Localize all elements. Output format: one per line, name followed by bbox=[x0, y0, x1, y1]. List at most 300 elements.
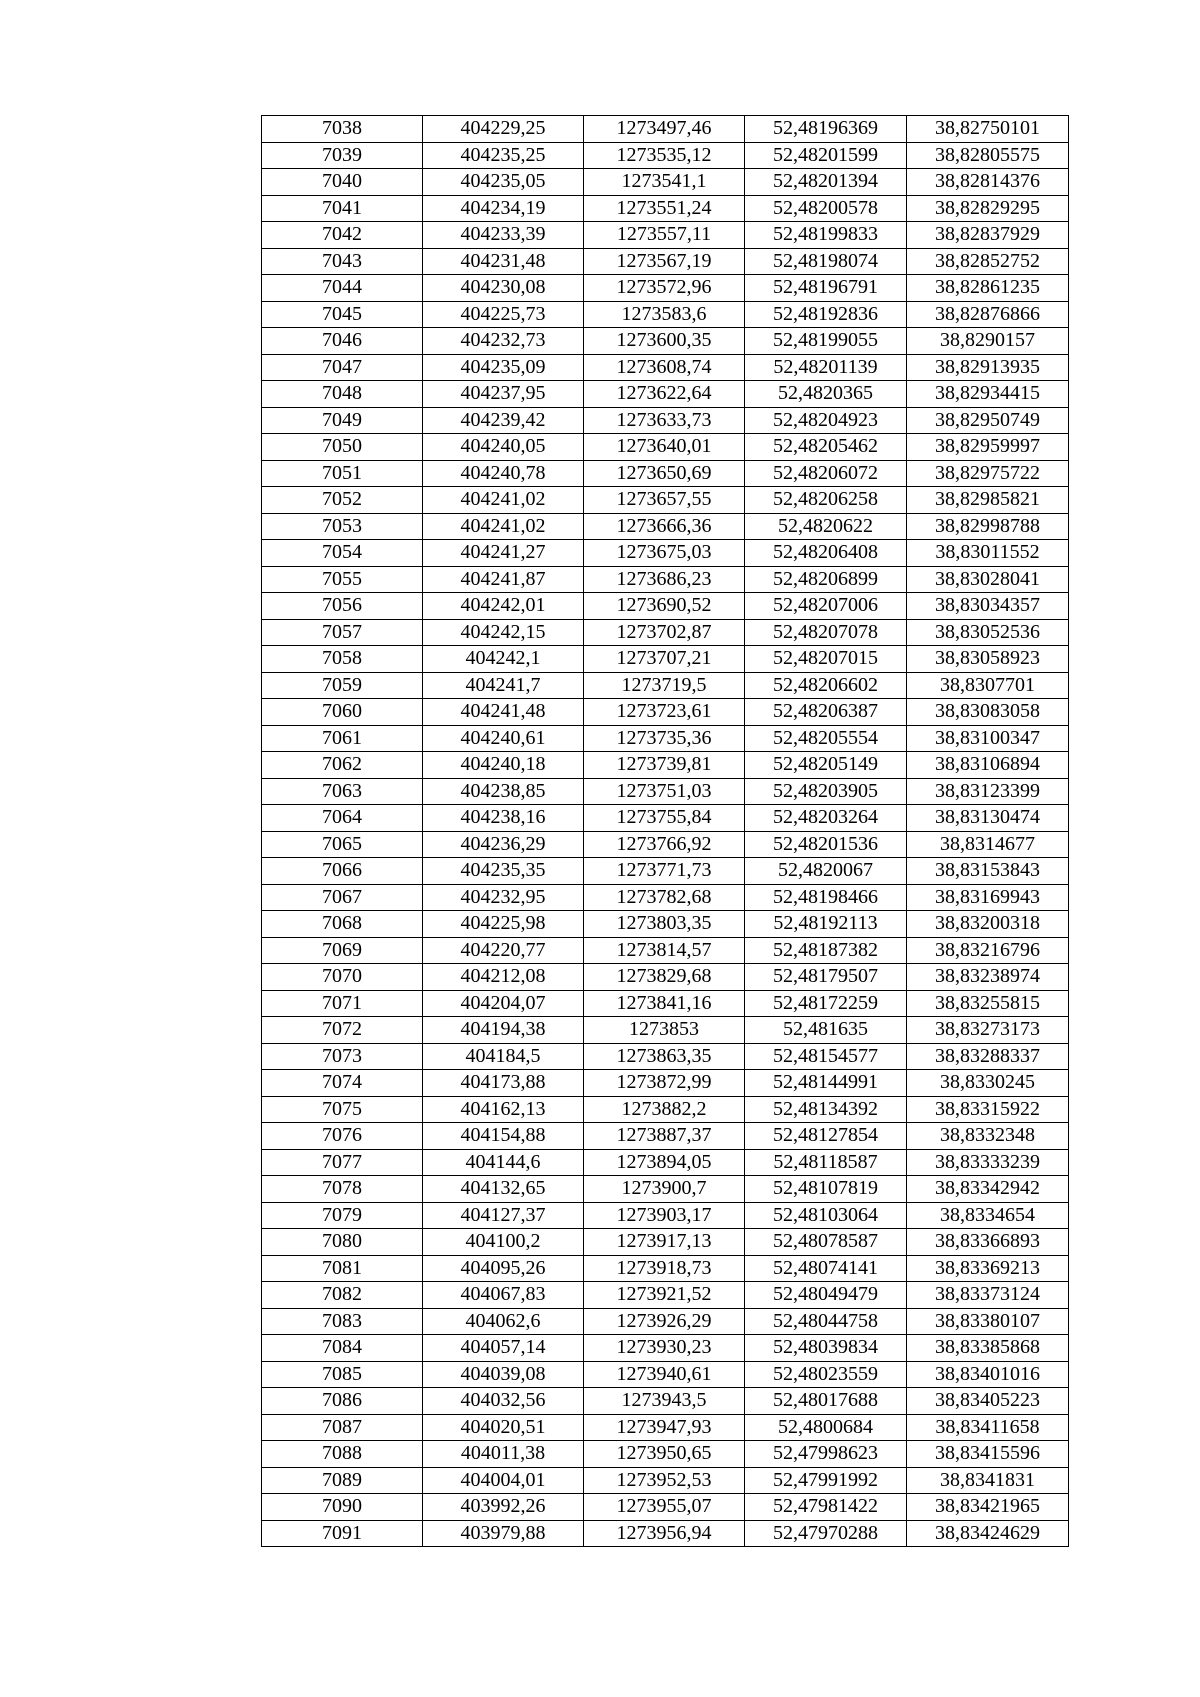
x-coordinate-cell: 404173,88 bbox=[423, 1070, 584, 1097]
longitude-cell: 38,83011552 bbox=[907, 540, 1069, 567]
longitude-cell: 38,82934415 bbox=[907, 381, 1069, 408]
latitude-cell: 52,48205149 bbox=[745, 752, 907, 779]
table-row bbox=[262, 911, 1069, 938]
longitude-cell: 38,82876866 bbox=[907, 301, 1069, 328]
longitude-cell: 38,8332348 bbox=[907, 1123, 1069, 1150]
x-coordinate-cell: 404237,95 bbox=[423, 381, 584, 408]
latitude-cell: 52,48206072 bbox=[745, 460, 907, 487]
latitude-cell: 52,48201139 bbox=[745, 354, 907, 381]
longitude-cell: 38,82750101 bbox=[907, 116, 1069, 143]
table-row bbox=[262, 699, 1069, 726]
y-coordinate-cell: 1273872,99 bbox=[584, 1070, 745, 1097]
x-coordinate-cell: 404241,87 bbox=[423, 566, 584, 593]
x-coordinate-cell: 404241,7 bbox=[423, 672, 584, 699]
point-number-cell: 7075 bbox=[262, 1096, 423, 1123]
longitude-cell: 38,83100347 bbox=[907, 725, 1069, 752]
latitude-cell: 52,48039834 bbox=[745, 1335, 907, 1362]
longitude-cell: 38,82852752 bbox=[907, 248, 1069, 275]
y-coordinate-cell: 1273739,81 bbox=[584, 752, 745, 779]
point-number-cell: 7066 bbox=[262, 858, 423, 885]
latitude-cell: 52,48205462 bbox=[745, 434, 907, 461]
x-coordinate-cell: 404194,38 bbox=[423, 1017, 584, 1044]
latitude-cell: 52,4800684 bbox=[745, 1414, 907, 1441]
x-coordinate-cell: 404225,73 bbox=[423, 301, 584, 328]
latitude-cell: 52,48127854 bbox=[745, 1123, 907, 1150]
y-coordinate-cell: 1273926,29 bbox=[584, 1308, 745, 1335]
table-row bbox=[262, 434, 1069, 461]
longitude-cell: 38,82861235 bbox=[907, 275, 1069, 302]
longitude-cell: 38,83333239 bbox=[907, 1149, 1069, 1176]
table-row bbox=[262, 116, 1069, 143]
point-number-cell: 7087 bbox=[262, 1414, 423, 1441]
table-row bbox=[262, 1308, 1069, 1335]
latitude-cell: 52,48049479 bbox=[745, 1282, 907, 1309]
latitude-cell: 52,48198074 bbox=[745, 248, 907, 275]
latitude-cell: 52,48206602 bbox=[745, 672, 907, 699]
latitude-cell: 52,4820067 bbox=[745, 858, 907, 885]
longitude-cell: 38,8314677 bbox=[907, 831, 1069, 858]
latitude-cell: 52,48206408 bbox=[745, 540, 907, 567]
latitude-cell: 52,48207078 bbox=[745, 619, 907, 646]
point-number-cell: 7052 bbox=[262, 487, 423, 514]
longitude-cell: 38,83169943 bbox=[907, 884, 1069, 911]
x-coordinate-cell: 404020,51 bbox=[423, 1414, 584, 1441]
latitude-cell: 52,48200578 bbox=[745, 195, 907, 222]
longitude-cell: 38,83130474 bbox=[907, 805, 1069, 832]
y-coordinate-cell: 1273918,73 bbox=[584, 1255, 745, 1282]
longitude-cell: 38,82805575 bbox=[907, 142, 1069, 169]
y-coordinate-cell: 1273853 bbox=[584, 1017, 745, 1044]
x-coordinate-cell: 403979,88 bbox=[423, 1520, 584, 1547]
point-number-cell: 7086 bbox=[262, 1388, 423, 1415]
point-number-cell: 7048 bbox=[262, 381, 423, 408]
longitude-cell: 38,82975722 bbox=[907, 460, 1069, 487]
latitude-cell: 52,48207006 bbox=[745, 593, 907, 620]
y-coordinate-cell: 1273863,35 bbox=[584, 1043, 745, 1070]
table-row bbox=[262, 1070, 1069, 1097]
table-row bbox=[262, 540, 1069, 567]
y-coordinate-cell: 1273766,92 bbox=[584, 831, 745, 858]
x-coordinate-cell: 404212,08 bbox=[423, 964, 584, 991]
longitude-cell: 38,83411658 bbox=[907, 1414, 1069, 1441]
point-number-cell: 7038 bbox=[262, 116, 423, 143]
longitude-cell: 38,83255815 bbox=[907, 990, 1069, 1017]
latitude-cell: 52,48206258 bbox=[745, 487, 907, 514]
point-number-cell: 7074 bbox=[262, 1070, 423, 1097]
longitude-cell: 38,83380107 bbox=[907, 1308, 1069, 1335]
latitude-cell: 52,48201394 bbox=[745, 169, 907, 196]
point-number-cell: 7041 bbox=[262, 195, 423, 222]
table-row bbox=[262, 858, 1069, 885]
x-coordinate-cell: 404240,61 bbox=[423, 725, 584, 752]
y-coordinate-cell: 1273900,7 bbox=[584, 1176, 745, 1203]
latitude-cell: 52,48078587 bbox=[745, 1229, 907, 1256]
longitude-cell: 38,82829295 bbox=[907, 195, 1069, 222]
y-coordinate-cell: 1273829,68 bbox=[584, 964, 745, 991]
latitude-cell: 52,48206899 bbox=[745, 566, 907, 593]
latitude-cell: 52,48179507 bbox=[745, 964, 907, 991]
latitude-cell: 52,48206387 bbox=[745, 699, 907, 726]
latitude-cell: 52,48196791 bbox=[745, 275, 907, 302]
latitude-cell: 52,47991992 bbox=[745, 1467, 907, 1494]
y-coordinate-cell: 1273650,69 bbox=[584, 460, 745, 487]
longitude-cell: 38,83373124 bbox=[907, 1282, 1069, 1309]
point-number-cell: 7082 bbox=[262, 1282, 423, 1309]
y-coordinate-cell: 1273751,03 bbox=[584, 778, 745, 805]
table-body bbox=[262, 116, 1069, 1547]
y-coordinate-cell: 1273887,37 bbox=[584, 1123, 745, 1150]
longitude-cell: 38,83421965 bbox=[907, 1494, 1069, 1521]
longitude-cell: 38,82837929 bbox=[907, 222, 1069, 249]
y-coordinate-cell: 1273557,11 bbox=[584, 222, 745, 249]
point-number-cell: 7042 bbox=[262, 222, 423, 249]
x-coordinate-cell: 404162,13 bbox=[423, 1096, 584, 1123]
longitude-cell: 38,83238974 bbox=[907, 964, 1069, 991]
table-row bbox=[262, 1176, 1069, 1203]
x-coordinate-cell: 404095,26 bbox=[423, 1255, 584, 1282]
x-coordinate-cell: 404241,27 bbox=[423, 540, 584, 567]
table-row bbox=[262, 619, 1069, 646]
table-row bbox=[262, 752, 1069, 779]
table-row bbox=[262, 1494, 1069, 1521]
x-coordinate-cell: 404241,48 bbox=[423, 699, 584, 726]
y-coordinate-cell: 1273955,07 bbox=[584, 1494, 745, 1521]
y-coordinate-cell: 1273690,52 bbox=[584, 593, 745, 620]
longitude-cell: 38,83405223 bbox=[907, 1388, 1069, 1415]
x-coordinate-cell: 404220,77 bbox=[423, 937, 584, 964]
y-coordinate-cell: 1273917,13 bbox=[584, 1229, 745, 1256]
y-coordinate-cell: 1273675,03 bbox=[584, 540, 745, 567]
point-number-cell: 7049 bbox=[262, 407, 423, 434]
point-number-cell: 7073 bbox=[262, 1043, 423, 1070]
y-coordinate-cell: 1273497,46 bbox=[584, 116, 745, 143]
point-number-cell: 7068 bbox=[262, 911, 423, 938]
table-row bbox=[262, 566, 1069, 593]
table-row bbox=[262, 142, 1069, 169]
longitude-cell: 38,82998788 bbox=[907, 513, 1069, 540]
table-row bbox=[262, 1441, 1069, 1468]
x-coordinate-cell: 404241,02 bbox=[423, 487, 584, 514]
table-row bbox=[262, 513, 1069, 540]
point-number-cell: 7072 bbox=[262, 1017, 423, 1044]
x-coordinate-cell: 404235,35 bbox=[423, 858, 584, 885]
table-row bbox=[262, 301, 1069, 328]
y-coordinate-cell: 1273686,23 bbox=[584, 566, 745, 593]
longitude-cell: 38,83424629 bbox=[907, 1520, 1069, 1547]
y-coordinate-cell: 1273572,96 bbox=[584, 275, 745, 302]
latitude-cell: 52,48204923 bbox=[745, 407, 907, 434]
y-coordinate-cell: 1273814,57 bbox=[584, 937, 745, 964]
point-number-cell: 7078 bbox=[262, 1176, 423, 1203]
latitude-cell: 52,4820622 bbox=[745, 513, 907, 540]
point-number-cell: 7061 bbox=[262, 725, 423, 752]
latitude-cell: 52,48044758 bbox=[745, 1308, 907, 1335]
point-number-cell: 7057 bbox=[262, 619, 423, 646]
y-coordinate-cell: 1273894,05 bbox=[584, 1149, 745, 1176]
latitude-cell: 52,48074141 bbox=[745, 1255, 907, 1282]
x-coordinate-cell: 404236,29 bbox=[423, 831, 584, 858]
longitude-cell: 38,83034357 bbox=[907, 593, 1069, 620]
latitude-cell: 52,48103064 bbox=[745, 1202, 907, 1229]
point-number-cell: 7081 bbox=[262, 1255, 423, 1282]
x-coordinate-cell: 404032,56 bbox=[423, 1388, 584, 1415]
longitude-cell: 38,83058923 bbox=[907, 646, 1069, 673]
table-row bbox=[262, 725, 1069, 752]
latitude-cell: 52,48134392 bbox=[745, 1096, 907, 1123]
table-row bbox=[262, 937, 1069, 964]
x-coordinate-cell: 404240,78 bbox=[423, 460, 584, 487]
point-number-cell: 7070 bbox=[262, 964, 423, 991]
x-coordinate-cell: 404067,83 bbox=[423, 1282, 584, 1309]
latitude-cell: 52,48203264 bbox=[745, 805, 907, 832]
table-row bbox=[262, 407, 1069, 434]
y-coordinate-cell: 1273930,23 bbox=[584, 1335, 745, 1362]
y-coordinate-cell: 1273956,94 bbox=[584, 1520, 745, 1547]
latitude-cell: 52,48198466 bbox=[745, 884, 907, 911]
point-number-cell: 7046 bbox=[262, 328, 423, 355]
x-coordinate-cell: 404154,88 bbox=[423, 1123, 584, 1150]
x-coordinate-cell: 404235,25 bbox=[423, 142, 584, 169]
y-coordinate-cell: 1273622,64 bbox=[584, 381, 745, 408]
table-row bbox=[262, 1335, 1069, 1362]
y-coordinate-cell: 1273940,61 bbox=[584, 1361, 745, 1388]
point-number-cell: 7043 bbox=[262, 248, 423, 275]
x-coordinate-cell: 404240,05 bbox=[423, 434, 584, 461]
longitude-cell: 38,83106894 bbox=[907, 752, 1069, 779]
latitude-cell: 52,48118587 bbox=[745, 1149, 907, 1176]
longitude-cell: 38,83216796 bbox=[907, 937, 1069, 964]
table-row bbox=[262, 1123, 1069, 1150]
point-number-cell: 7083 bbox=[262, 1308, 423, 1335]
latitude-cell: 52,48144991 bbox=[745, 1070, 907, 1097]
point-number-cell: 7088 bbox=[262, 1441, 423, 1468]
latitude-cell: 52,48201536 bbox=[745, 831, 907, 858]
y-coordinate-cell: 1273535,12 bbox=[584, 142, 745, 169]
table-row bbox=[262, 1520, 1069, 1547]
table-row bbox=[262, 1467, 1069, 1494]
y-coordinate-cell: 1273541,1 bbox=[584, 169, 745, 196]
y-coordinate-cell: 1273702,87 bbox=[584, 619, 745, 646]
x-coordinate-cell: 404241,02 bbox=[423, 513, 584, 540]
latitude-cell: 52,48196369 bbox=[745, 116, 907, 143]
point-number-cell: 7055 bbox=[262, 566, 423, 593]
x-coordinate-cell: 404100,2 bbox=[423, 1229, 584, 1256]
point-number-cell: 7071 bbox=[262, 990, 423, 1017]
y-coordinate-cell: 1273950,65 bbox=[584, 1441, 745, 1468]
point-number-cell: 7050 bbox=[262, 434, 423, 461]
point-number-cell: 7058 bbox=[262, 646, 423, 673]
y-coordinate-cell: 1273882,2 bbox=[584, 1096, 745, 1123]
latitude-cell: 52,48199055 bbox=[745, 328, 907, 355]
point-number-cell: 7069 bbox=[262, 937, 423, 964]
x-coordinate-cell: 404127,37 bbox=[423, 1202, 584, 1229]
point-number-cell: 7056 bbox=[262, 593, 423, 620]
table-row bbox=[262, 487, 1069, 514]
table-row bbox=[262, 1255, 1069, 1282]
point-number-cell: 7089 bbox=[262, 1467, 423, 1494]
y-coordinate-cell: 1273903,17 bbox=[584, 1202, 745, 1229]
x-coordinate-cell: 404232,73 bbox=[423, 328, 584, 355]
longitude-cell: 38,8334654 bbox=[907, 1202, 1069, 1229]
longitude-cell: 38,83385868 bbox=[907, 1335, 1069, 1362]
point-number-cell: 7064 bbox=[262, 805, 423, 832]
point-number-cell: 7076 bbox=[262, 1123, 423, 1150]
latitude-cell: 52,47970288 bbox=[745, 1520, 907, 1547]
y-coordinate-cell: 1273943,5 bbox=[584, 1388, 745, 1415]
longitude-cell: 38,83401016 bbox=[907, 1361, 1069, 1388]
x-coordinate-cell: 404230,08 bbox=[423, 275, 584, 302]
latitude-cell: 52,48017688 bbox=[745, 1388, 907, 1415]
latitude-cell: 52,48187382 bbox=[745, 937, 907, 964]
y-coordinate-cell: 1273782,68 bbox=[584, 884, 745, 911]
table-row bbox=[262, 381, 1069, 408]
x-coordinate-cell: 403992,26 bbox=[423, 1494, 584, 1521]
y-coordinate-cell: 1273735,36 bbox=[584, 725, 745, 752]
point-number-cell: 7077 bbox=[262, 1149, 423, 1176]
y-coordinate-cell: 1273600,35 bbox=[584, 328, 745, 355]
longitude-cell: 38,83366893 bbox=[907, 1229, 1069, 1256]
table-row bbox=[262, 1361, 1069, 1388]
table-row bbox=[262, 1414, 1069, 1441]
y-coordinate-cell: 1273947,93 bbox=[584, 1414, 745, 1441]
point-number-cell: 7060 bbox=[262, 699, 423, 726]
point-number-cell: 7063 bbox=[262, 778, 423, 805]
point-number-cell: 7039 bbox=[262, 142, 423, 169]
table-row bbox=[262, 275, 1069, 302]
y-coordinate-cell: 1273657,55 bbox=[584, 487, 745, 514]
point-number-cell: 7054 bbox=[262, 540, 423, 567]
point-number-cell: 7084 bbox=[262, 1335, 423, 1362]
x-coordinate-cell: 404011,38 bbox=[423, 1441, 584, 1468]
longitude-cell: 38,82913935 bbox=[907, 354, 1069, 381]
x-coordinate-cell: 404238,16 bbox=[423, 805, 584, 832]
x-coordinate-cell: 404242,15 bbox=[423, 619, 584, 646]
longitude-cell: 38,82959997 bbox=[907, 434, 1069, 461]
x-coordinate-cell: 404225,98 bbox=[423, 911, 584, 938]
longitude-cell: 38,82950749 bbox=[907, 407, 1069, 434]
table-row bbox=[262, 884, 1069, 911]
table-row bbox=[262, 354, 1069, 381]
latitude-cell: 52,47981422 bbox=[745, 1494, 907, 1521]
longitude-cell: 38,83342942 bbox=[907, 1176, 1069, 1203]
coordinates-table bbox=[261, 115, 1069, 1547]
y-coordinate-cell: 1273583,6 bbox=[584, 301, 745, 328]
table-row bbox=[262, 593, 1069, 620]
y-coordinate-cell: 1273719,5 bbox=[584, 672, 745, 699]
point-number-cell: 7065 bbox=[262, 831, 423, 858]
x-coordinate-cell: 404234,19 bbox=[423, 195, 584, 222]
longitude-cell: 38,8330245 bbox=[907, 1070, 1069, 1097]
x-coordinate-cell: 404242,1 bbox=[423, 646, 584, 673]
x-coordinate-cell: 404232,95 bbox=[423, 884, 584, 911]
point-number-cell: 7079 bbox=[262, 1202, 423, 1229]
y-coordinate-cell: 1273771,73 bbox=[584, 858, 745, 885]
y-coordinate-cell: 1273551,24 bbox=[584, 195, 745, 222]
point-number-cell: 7051 bbox=[262, 460, 423, 487]
latitude-cell: 52,48023559 bbox=[745, 1361, 907, 1388]
latitude-cell: 52,48172259 bbox=[745, 990, 907, 1017]
table-row bbox=[262, 964, 1069, 991]
longitude-cell: 38,83083058 bbox=[907, 699, 1069, 726]
latitude-cell: 52,48205554 bbox=[745, 725, 907, 752]
point-number-cell: 7045 bbox=[262, 301, 423, 328]
x-coordinate-cell: 404242,01 bbox=[423, 593, 584, 620]
latitude-cell: 52,48207015 bbox=[745, 646, 907, 673]
y-coordinate-cell: 1273666,36 bbox=[584, 513, 745, 540]
table-row bbox=[262, 248, 1069, 275]
table-row bbox=[262, 990, 1069, 1017]
y-coordinate-cell: 1273608,74 bbox=[584, 354, 745, 381]
longitude-cell: 38,82985821 bbox=[907, 487, 1069, 514]
x-coordinate-cell: 404132,65 bbox=[423, 1176, 584, 1203]
longitude-cell: 38,83123399 bbox=[907, 778, 1069, 805]
x-coordinate-cell: 404229,25 bbox=[423, 116, 584, 143]
table-row bbox=[262, 328, 1069, 355]
point-number-cell: 7053 bbox=[262, 513, 423, 540]
table-row bbox=[262, 195, 1069, 222]
latitude-cell: 52,481635 bbox=[745, 1017, 907, 1044]
x-coordinate-cell: 404062,6 bbox=[423, 1308, 584, 1335]
table-row bbox=[262, 460, 1069, 487]
table-row bbox=[262, 805, 1069, 832]
table-row bbox=[262, 1229, 1069, 1256]
x-coordinate-cell: 404231,48 bbox=[423, 248, 584, 275]
y-coordinate-cell: 1273755,84 bbox=[584, 805, 745, 832]
point-number-cell: 7091 bbox=[262, 1520, 423, 1547]
table-row bbox=[262, 1202, 1069, 1229]
x-coordinate-cell: 404204,07 bbox=[423, 990, 584, 1017]
x-coordinate-cell: 404235,05 bbox=[423, 169, 584, 196]
x-coordinate-cell: 404144,6 bbox=[423, 1149, 584, 1176]
latitude-cell: 52,48192113 bbox=[745, 911, 907, 938]
y-coordinate-cell: 1273952,53 bbox=[584, 1467, 745, 1494]
y-coordinate-cell: 1273640,01 bbox=[584, 434, 745, 461]
table-row bbox=[262, 778, 1069, 805]
table-row bbox=[262, 1149, 1069, 1176]
longitude-cell: 38,82814376 bbox=[907, 169, 1069, 196]
latitude-cell: 52,48107819 bbox=[745, 1176, 907, 1203]
latitude-cell: 52,48203905 bbox=[745, 778, 907, 805]
longitude-cell: 38,83052536 bbox=[907, 619, 1069, 646]
y-coordinate-cell: 1273803,35 bbox=[584, 911, 745, 938]
point-number-cell: 7080 bbox=[262, 1229, 423, 1256]
longitude-cell: 38,83315922 bbox=[907, 1096, 1069, 1123]
latitude-cell: 52,47998623 bbox=[745, 1441, 907, 1468]
longitude-cell: 38,83153843 bbox=[907, 858, 1069, 885]
point-number-cell: 7085 bbox=[262, 1361, 423, 1388]
x-coordinate-cell: 404240,18 bbox=[423, 752, 584, 779]
x-coordinate-cell: 404238,85 bbox=[423, 778, 584, 805]
y-coordinate-cell: 1273921,52 bbox=[584, 1282, 745, 1309]
x-coordinate-cell: 404233,39 bbox=[423, 222, 584, 249]
latitude-cell: 52,48192836 bbox=[745, 301, 907, 328]
table-row bbox=[262, 1282, 1069, 1309]
x-coordinate-cell: 404057,14 bbox=[423, 1335, 584, 1362]
table-row bbox=[262, 1096, 1069, 1123]
point-number-cell: 7047 bbox=[262, 354, 423, 381]
table-row bbox=[262, 831, 1069, 858]
longitude-cell: 38,83273173 bbox=[907, 1017, 1069, 1044]
y-coordinate-cell: 1273723,61 bbox=[584, 699, 745, 726]
latitude-cell: 52,4820365 bbox=[745, 381, 907, 408]
longitude-cell: 38,83415596 bbox=[907, 1441, 1069, 1468]
point-number-cell: 7090 bbox=[262, 1494, 423, 1521]
y-coordinate-cell: 1273633,73 bbox=[584, 407, 745, 434]
longitude-cell: 38,83288337 bbox=[907, 1043, 1069, 1070]
longitude-cell: 38,8341831 bbox=[907, 1467, 1069, 1494]
point-number-cell: 7044 bbox=[262, 275, 423, 302]
table-row bbox=[262, 672, 1069, 699]
